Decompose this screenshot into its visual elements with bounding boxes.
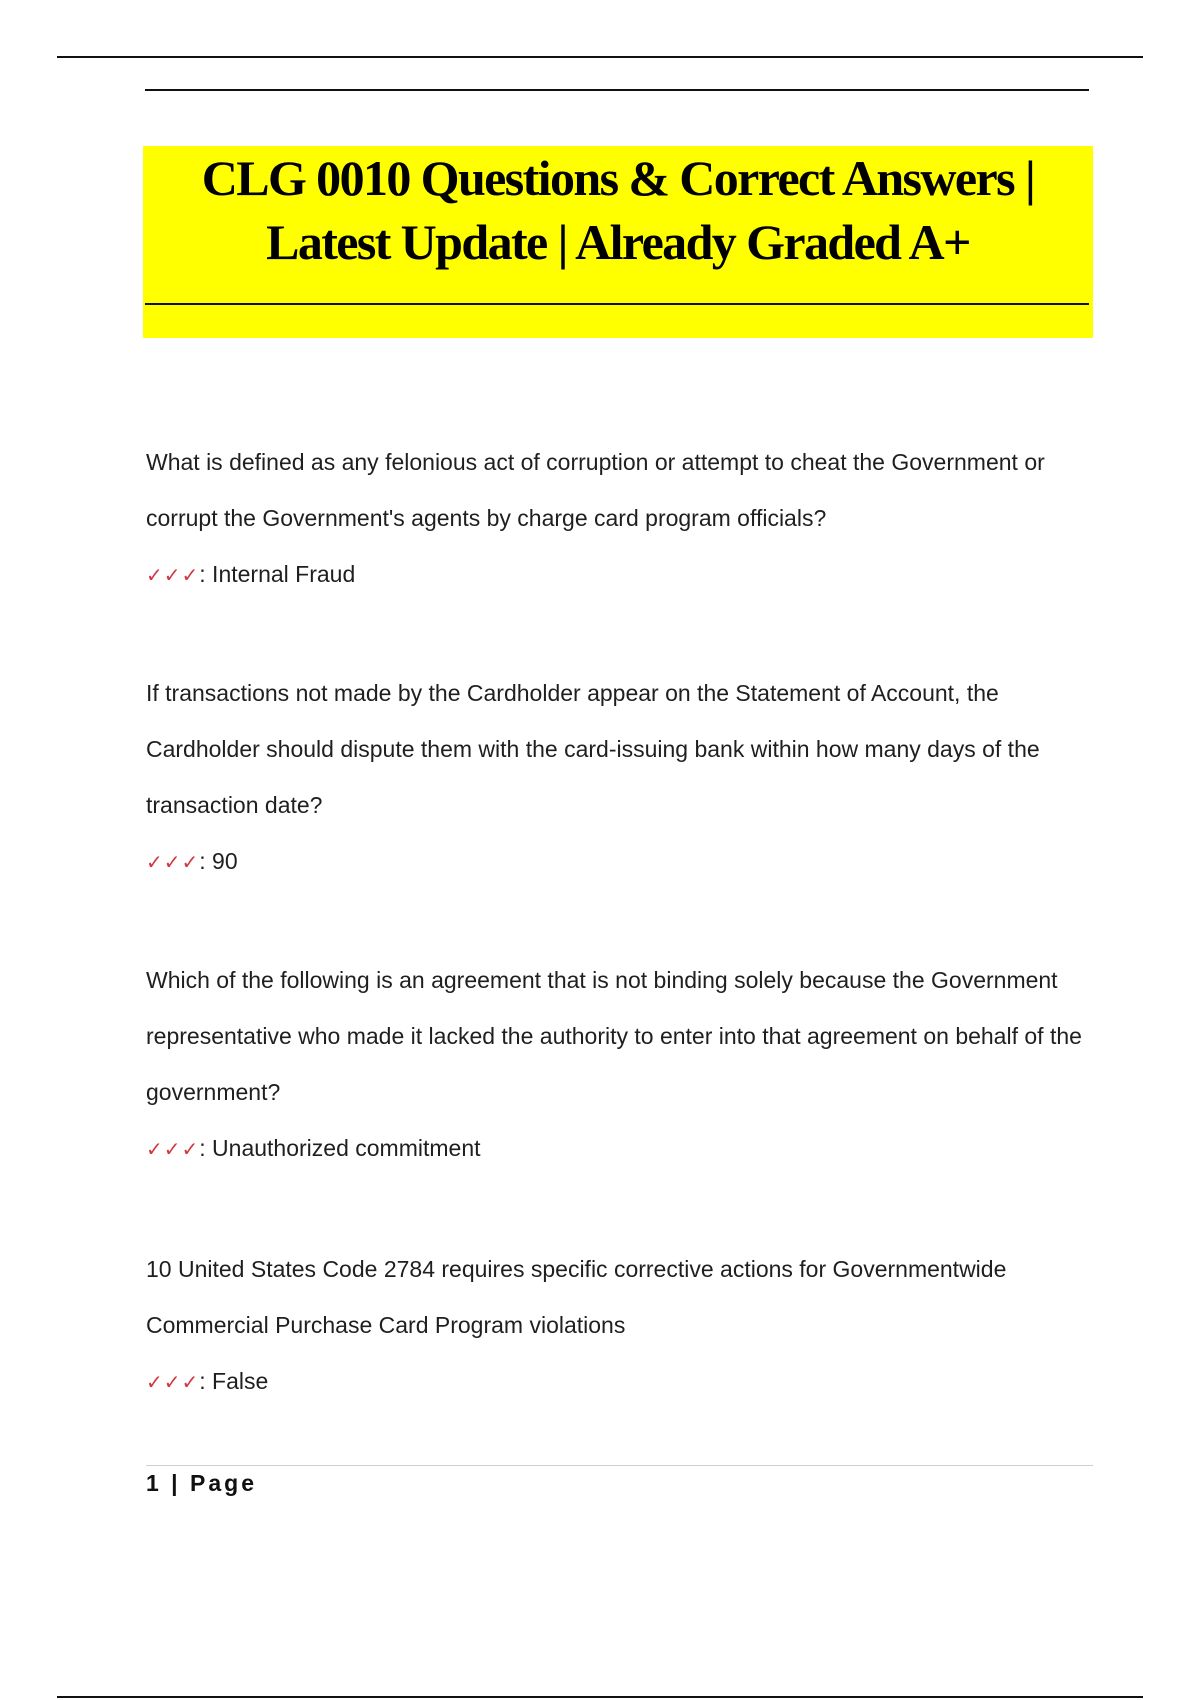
checkmark-icon: ✓✓✓ [146, 563, 200, 587]
title-highlight-box [143, 146, 1093, 338]
header-rule [145, 89, 1089, 91]
bottom-page-rule [57, 1696, 1143, 1698]
question-text: What is defined as any felonious act of corruption or attempt to cheat the Government or corrupt the Government's agents by charge card program officials? [146, 449, 1045, 531]
page-number: 1 | Page [146, 1470, 257, 1496]
answer-line [146, 833, 1096, 890]
answer-line [146, 546, 1096, 603]
checkmark-icon: ✓✓✓ [146, 850, 200, 874]
answer-text: : False [199, 1368, 269, 1394]
qa-item [146, 665, 1096, 890]
title-underline-rule [145, 303, 1089, 305]
answer-text: : 90 [199, 848, 238, 874]
question-text: 10 United States Code 2784 requires specific corrective actions for Governmentwide Commercial Purchase Card Program violations [146, 1256, 1007, 1338]
qa-item [146, 952, 1096, 1177]
document-title: CLG 0010 Questions & Correct Answers | Latest Update | Already Graded A+ [201, 150, 1035, 270]
qa-item [146, 434, 1096, 603]
question-text: If transactions not made by the Cardholder appear on the Statement of Account, the Cardholder should dispute them with the card-issuing bank within how many days of the transaction date? [146, 680, 1040, 818]
answer-line [146, 1353, 1096, 1410]
answer-text: : Unauthorized commitment [199, 1135, 481, 1161]
answer-text: : Internal Fraud [199, 561, 356, 587]
checkmark-icon: ✓✓✓ [146, 1137, 200, 1161]
top-page-rule [57, 56, 1143, 58]
question-text: Which of the following is an agreement that is not binding solely because the Government representative who made it lacked the authority to enter into that agreement on behalf of the government? [146, 967, 1082, 1105]
answer-line [146, 1120, 1096, 1177]
qa-item [146, 1241, 1096, 1410]
checkmark-icon: ✓✓✓ [146, 1370, 200, 1394]
footer-rule [146, 1465, 1093, 1466]
